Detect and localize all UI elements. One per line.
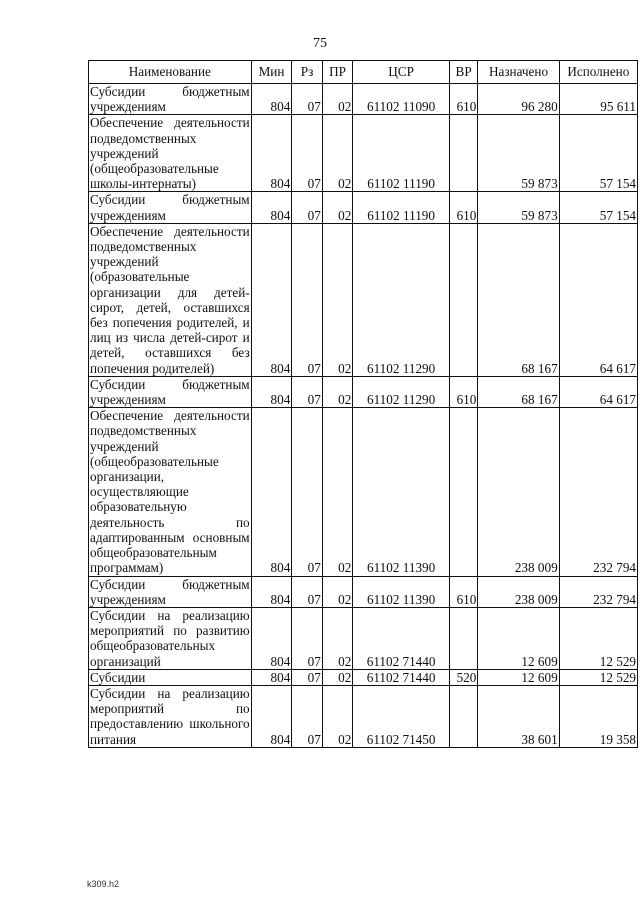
cell-min: 804 <box>251 84 292 115</box>
cell-rz: 07 <box>292 685 323 747</box>
cell-name: Субсидии бюджетным учреждениям <box>90 376 250 408</box>
cell-executed: 12 529 <box>559 669 637 685</box>
table-header-row <box>89 61 638 84</box>
cell-csr: 61102 11090 <box>353 84 450 115</box>
cell-executed: 57 154 <box>559 115 637 192</box>
header-csr: ЦСР <box>353 61 450 84</box>
cell-executed: 95 611 <box>559 84 637 115</box>
cell-assigned: 96 280 <box>478 84 559 115</box>
cell-min: 804 <box>251 376 292 407</box>
cell-rz: 07 <box>292 115 323 192</box>
header-vr: ВР <box>449 61 477 84</box>
cell-pr: 02 <box>322 115 353 192</box>
table-row <box>89 223 638 376</box>
cell-vr: 610 <box>449 192 477 223</box>
cell-executed: 64 617 <box>559 376 637 407</box>
cell-csr: 61102 71450 <box>353 685 450 747</box>
cell-csr: 61102 11190 <box>353 192 450 223</box>
cell-rz: 07 <box>292 192 323 223</box>
table-row <box>89 376 638 407</box>
cell-vr: 520 <box>449 669 477 685</box>
header-name: Наименование <box>89 61 252 84</box>
cell-executed: 57 154 <box>559 192 637 223</box>
cell-assigned: 238 009 <box>478 408 559 576</box>
cell-rz: 07 <box>292 84 323 115</box>
cell-executed: 64 617 <box>559 223 637 376</box>
table-row <box>89 408 638 576</box>
cell-vr <box>449 115 477 192</box>
cell-min: 804 <box>251 685 292 747</box>
cell-executed: 232 794 <box>559 408 637 576</box>
cell-csr: 61102 11190 <box>353 115 450 192</box>
table-row <box>89 115 638 192</box>
page-number: 75 <box>313 36 327 51</box>
header-executed: Исполнено <box>559 61 637 84</box>
cell-vr: 610 <box>449 84 477 115</box>
cell-vr <box>449 685 477 747</box>
table-row <box>89 576 638 607</box>
table-row <box>89 84 638 115</box>
cell-csr: 61102 71440 <box>353 607 450 669</box>
cell-rz: 07 <box>292 669 323 685</box>
cell-assigned: 59 873 <box>478 192 559 223</box>
cell-rz: 07 <box>292 223 323 376</box>
cell-min: 804 <box>251 115 292 192</box>
table-row <box>89 192 638 223</box>
cell-name: Субсидии <box>89 669 252 685</box>
cell-csr: 61102 11390 <box>353 408 450 576</box>
cell-min: 804 <box>251 408 292 576</box>
cell-pr: 02 <box>322 576 353 607</box>
table-row <box>89 685 638 747</box>
cell-pr: 02 <box>322 84 353 115</box>
footer-code: k309.h2 <box>87 879 120 889</box>
cell-executed: 232 794 <box>559 576 637 607</box>
cell-pr: 02 <box>322 408 353 576</box>
cell-vr <box>449 223 477 376</box>
budget-table <box>88 60 638 748</box>
header-min: Мин <box>251 61 292 84</box>
table-row <box>89 607 638 669</box>
cell-assigned: 68 167 <box>478 376 559 407</box>
cell-name: Субсидии на реализацию мероприятий по предоставлению школьного питания <box>90 685 250 747</box>
cell-name: Обеспечение деятельности подведомственных учреждений (общеобразовательные школы-интернаты) <box>90 115 250 192</box>
cell-rz: 07 <box>292 376 323 407</box>
cell-min: 804 <box>251 669 292 685</box>
cell-assigned: 38 601 <box>478 685 559 747</box>
cell-vr: 610 <box>449 576 477 607</box>
cell-vr <box>449 408 477 576</box>
cell-min: 804 <box>251 607 292 669</box>
cell-name: Обеспечение деятельности подведомственных учреждений (образовательные организации для детей-сирот, детей, оставшихся без попечения родителей, и лиц из числа детей-сирот и детей, оставшихся без попечения родителей) <box>90 223 250 376</box>
header-rz: Рз <box>292 61 323 84</box>
cell-name: Обеспечение деятельности подведомственных учреждений (общеобразовательные организации, осуществляющие образовательную деятельность по адаптированным основным общеобразовательным программам) <box>90 408 250 576</box>
cell-min: 804 <box>251 576 292 607</box>
cell-assigned: 238 009 <box>478 576 559 607</box>
cell-vr: 610 <box>449 376 477 407</box>
cell-name: Субсидии бюджетным учреждениям <box>90 192 250 223</box>
cell-vr <box>449 607 477 669</box>
cell-rz: 07 <box>292 408 323 576</box>
cell-assigned: 59 873 <box>478 115 559 192</box>
cell-assigned: 12 609 <box>478 607 559 669</box>
cell-pr: 02 <box>322 192 353 223</box>
cell-pr: 02 <box>322 223 353 376</box>
cell-csr: 61102 11290 <box>353 223 450 376</box>
cell-rz: 07 <box>292 607 323 669</box>
cell-pr: 02 <box>322 376 353 407</box>
cell-assigned: 68 167 <box>478 223 559 376</box>
cell-executed: 12 529 <box>559 607 637 669</box>
cell-name: Субсидии бюджетным учреждениям <box>90 576 250 607</box>
table-body <box>89 84 638 748</box>
cell-csr: 61102 71440 <box>353 669 450 685</box>
cell-csr: 61102 11290 <box>353 376 450 407</box>
cell-min: 804 <box>251 192 292 223</box>
cell-pr: 02 <box>322 685 353 747</box>
cell-executed: 19 358 <box>559 685 637 747</box>
cell-pr: 02 <box>322 669 353 685</box>
cell-min: 804 <box>251 223 292 376</box>
table-row <box>89 669 638 685</box>
cell-name: Субсидии бюджетным учреждениям <box>90 84 250 115</box>
cell-assigned: 12 609 <box>478 669 559 685</box>
cell-pr: 02 <box>322 607 353 669</box>
cell-name: Субсидии на реализацию мероприятий по развитию общеобразовательных организаций <box>90 607 250 669</box>
header-assigned: Назначено <box>478 61 559 84</box>
cell-csr: 61102 11390 <box>353 576 450 607</box>
header-pr: ПР <box>322 61 353 84</box>
cell-rz: 07 <box>292 576 323 607</box>
